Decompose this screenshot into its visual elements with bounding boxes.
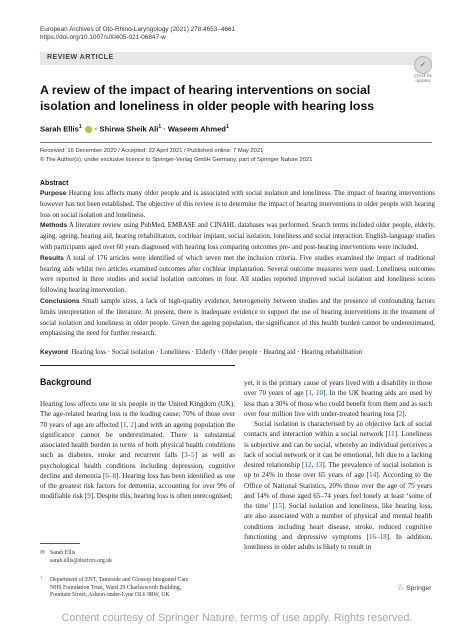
crossmark-line1: Check for <box>414 73 432 78</box>
citation-link[interactable]: 16–18 <box>368 532 387 541</box>
text-run: ]. Despite this, hearing loss is often unrecognised; <box>90 492 233 501</box>
abstract-methods <box>40 221 435 253</box>
doi-link[interactable]: https://doi.org/10.1007/s00405-021-06847-w <box>40 34 166 41</box>
text-run: ]. In addition, loneliness in older adults is likely to result in <box>244 532 432 551</box>
text-run: ]. Hearing loss has been identified as one of the greatest risk factors for dementia, accounting for over 9% of modifiable risk [ <box>40 471 235 501</box>
conclusions-label: Conclusions <box>40 297 80 305</box>
corresponding-author: Sarah Ellis <box>50 550 76 556</box>
text-run: ] as well as psychological health conditions including depression, cognitive decline and dementia [ <box>40 451 235 480</box>
text-run: , <box>311 461 316 469</box>
text-run: ]. Social isolation and loneliness, like hearing loss, are also associated with a number of physical and mental health conditions including heart disease, stroke, reduced cognitive functioning and depressive symptoms [ <box>244 502 432 541</box>
text-run: Hearing loss affects one in six people in the United Kingdom (UK). The age-related hearing loss is the leading cause; 70% of those over 70 years of age are affected [ <box>40 400 235 429</box>
envelope-icon: ✉ <box>40 550 46 556</box>
author-separator: · <box>92 124 100 134</box>
author-email[interactable]: sarah.ellis@doctors.org.uk <box>50 557 113 564</box>
background-paragraph <box>40 399 235 502</box>
affiliation-line: Fountain Street, Ashton-under-Lyne OL6 9RW, UK <box>50 592 170 599</box>
abstract-results <box>40 254 435 297</box>
author-name[interactable]: Shirwa Sheik Ali <box>99 124 159 134</box>
citation-link[interactable]: 2 <box>130 420 134 429</box>
orcid-icon[interactable] <box>85 126 92 133</box>
methods-label: Methods <box>40 222 68 230</box>
keywords <box>40 349 362 356</box>
crossmark-icon: ✓ <box>414 56 432 74</box>
footnote-divider <box>40 543 80 544</box>
article-type-label: REVIEW ARTICLE <box>47 54 114 61</box>
text-run: ]. The prevalence of social isolation is up to 24% in those over 65 years of age [ <box>244 461 433 480</box>
affiliation-number: 1 <box>40 575 43 580</box>
citation-link[interactable]: 1 <box>122 420 127 429</box>
text-run: ]. <box>402 409 407 418</box>
citation-link[interactable]: 13 <box>315 461 323 469</box>
author-name[interactable]: Sarah Ellis <box>40 124 79 134</box>
springer-horse-icon: ♘ <box>397 583 405 592</box>
author-name[interactable]: Waseem Ahmed <box>167 124 226 134</box>
publication-dates <box>40 147 312 164</box>
methods-text: A literature review using PubMed, EMBASE and CINAHL databases was performed. Search terms included older people, elderly, aging, ageing, hearing aid, hearing rehabilitation, cochlear implant, social isolation, loneliness and social interaction. English-language studies with participants aged over 60 years diagnosed with hearing loss comparing outcomes pre- and post-hearing interventions were included. <box>40 222 435 251</box>
text-run: ] and with an ageing population the significance cannot be underestimated. There is substantial associated health burden in terms of both physical health conditions such as diabetes, stroke and recurrent falls [ <box>40 420 235 460</box>
citation-link[interactable]: 1 <box>308 389 312 398</box>
courtesy-notice: Content courtesy of Springer Nature, terms of use apply. Rights reserved. <box>61 612 413 624</box>
crossmark-line2: updates <box>415 77 431 83</box>
citation-link[interactable]: 9 <box>87 492 91 501</box>
citation-link[interactable]: 2 <box>398 409 403 418</box>
left-column <box>40 399 235 502</box>
text-run: , <box>311 389 316 398</box>
conclusions-text: Small sample sizes, a lack of high-quality evidence, heterogeneity between studies and the presence of confounding factors limits interpretation of the literature. At present, there is inadequate evidence to support the use of hearing interventions in the treatment of social isolation and loneliness in older people. Given the ageing population, the significance of this health burden cannot be underestimated, emphasising the need for further research. <box>40 297 435 338</box>
author-affiliation-mark: 1 <box>158 124 162 130</box>
citation-link[interactable]: 15 <box>274 502 282 510</box>
footnote-affiliation <box>40 574 188 600</box>
citation-link[interactable]: 10 <box>315 389 324 398</box>
author-separator: · <box>161 124 168 134</box>
abstract-purpose <box>40 189 435 221</box>
affiliation-line: NHS Foundation Trust, Ward 29 Charlesworth Building, <box>50 584 182 591</box>
journal-citation: European Archives of Oto-Rhino-Laryngology (2021) 278:4653–4661 <box>40 26 236 33</box>
abstract-conclusions <box>40 297 435 340</box>
footnote-email <box>40 550 112 565</box>
citation-link[interactable]: 11 <box>387 430 395 439</box>
article-title: A review of the impact of hearing interventions on social isolation and loneliness in older people with hearing loss <box>40 83 375 113</box>
background-paragraph <box>244 378 432 419</box>
author-affiliation-mark: 1 <box>225 124 229 130</box>
journal-header <box>40 26 235 42</box>
publisher-name: Springer <box>406 585 432 592</box>
author-affiliation-mark: 1 <box>78 124 82 130</box>
keywords-text: Hearing loss · Social isolation · Loneliness · Elderly · Older people · Hearing aid · Hearing rehabilitation <box>71 349 362 356</box>
copyright-notice: © The Author(s), under exclusive licence to Springer-Verlag GmbH Germany, part of Springer Nature 2021 <box>40 156 313 163</box>
publisher-logo <box>397 583 431 592</box>
received-accepted-dates: Received: 16 December 2020 / Accepted: 22 April 2021 / Published online: 7 May 2021 <box>40 148 264 154</box>
text-run: yet, it is the primary cause of years lived with a disability in those over 70 years of age [ <box>244 379 432 398</box>
citation-link[interactable]: 6–8 <box>105 471 117 480</box>
background-paragraph <box>244 419 432 552</box>
purpose-label: Purpose <box>40 190 67 197</box>
check-for-updates-badge[interactable] <box>410 56 436 82</box>
authors-divider <box>40 142 432 143</box>
text-run: , <box>126 420 131 429</box>
author-list <box>40 124 229 134</box>
affiliation-line: Department of ENT, Tameside and Glossop Integrated Care <box>50 577 189 583</box>
citation-link[interactable]: 14 <box>369 471 377 480</box>
citation-link[interactable]: 3–5 <box>184 451 195 460</box>
keywords-label: Keyword <box>40 349 68 356</box>
abstract-heading: Abstract <box>40 180 69 187</box>
section-heading-background: Background <box>40 377 92 387</box>
results-label: Results <box>40 254 64 262</box>
citation-link[interactable]: 12 <box>304 461 312 469</box>
right-column <box>244 378 432 552</box>
text-run: ]. In the UK hearing aids are used by less than a 30% of those who could benefit from them and as such over four million live with under-treated hearing loss [ <box>244 389 432 418</box>
purpose-text: Hearing loss affects many older people and is associated with social isolation and loneliness. The impact of hearing interventions however has not been established. The objective of this review is to determine the impact of hearing interventions in older people with hearing loss on social isolation and loneliness. <box>40 190 435 219</box>
section-divider <box>40 365 235 366</box>
text-run: ]. According to the Office of National Statistics, 20% those over the age of 75 years and 14% of those aged 65–74 years feel lonely at least ‘some of the time’ [ <box>244 471 432 510</box>
abstract-body <box>40 189 435 340</box>
results-text: A total of 176 articles were identified of which seven met the inclusion criteria. Five studies examined the impact of traditional hearing aids whilst two articles examined outcomes after cochlear implantation. Several outcome measures were used. Loneliness outcomes were reported in three studies and social isolation outcomes in four. All studies reported improved social isolation and loneliness scores following hearing intervention. <box>40 254 436 295</box>
text-run: Social isolation is characterised by an objective lack of social contacts and interaction within a social network [ <box>244 420 432 439</box>
text-run: ]. Loneliness is subjective and can be social, whereby an individual perceives a lack of social network or it can be emotional, felt due to a lacking desired relationship [ <box>244 430 432 469</box>
